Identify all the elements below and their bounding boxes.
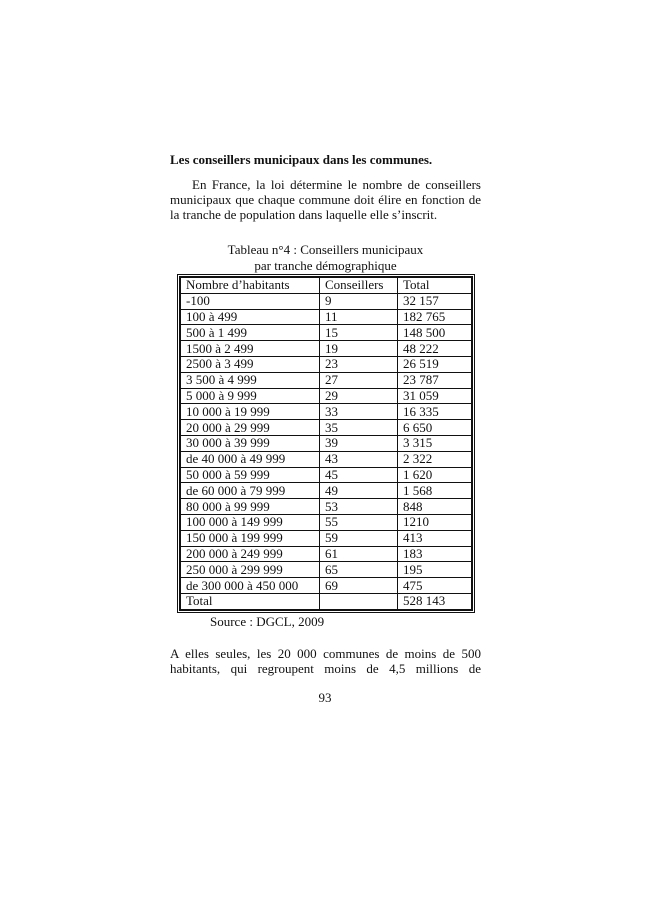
table-row bbox=[181, 562, 472, 578]
table-cell: 475 bbox=[398, 578, 472, 594]
table-row bbox=[181, 483, 472, 499]
table-cell: 250 000 à 299 999 bbox=[181, 562, 320, 578]
table-row bbox=[181, 499, 472, 515]
table-cell: -100 bbox=[181, 293, 320, 309]
table-cell: 53 bbox=[320, 499, 398, 515]
table-cell: 1210 bbox=[398, 514, 472, 530]
table-cell: de 60 000 à 79 999 bbox=[181, 483, 320, 499]
table-cell: 45 bbox=[320, 467, 398, 483]
table-row bbox=[181, 372, 472, 388]
table-cell: 148 500 bbox=[398, 325, 472, 341]
table-cell: 11 bbox=[320, 309, 398, 325]
table-row bbox=[181, 451, 472, 467]
section-title: Les conseillers municipaux dans les communes. bbox=[170, 152, 433, 167]
table-cell: 61 bbox=[320, 546, 398, 562]
intro-paragraph: En France, la loi détermine le nombre de conseillers municipaux que chaque commune doit élire en fonction de la tranche de population dans laquelle elle s’inscrit. bbox=[170, 177, 481, 222]
table-cell: 23 bbox=[320, 356, 398, 372]
table-row bbox=[181, 404, 472, 420]
page-number: 93 bbox=[318, 690, 332, 705]
table-row bbox=[181, 388, 472, 404]
table-cell: 15 bbox=[320, 325, 398, 341]
table-cell: 16 335 bbox=[398, 404, 472, 420]
table-cell: 848 bbox=[398, 499, 472, 515]
table-cell: 80 000 à 99 999 bbox=[181, 499, 320, 515]
table-cell bbox=[320, 593, 398, 609]
table-row bbox=[181, 593, 472, 609]
header-cell: Nombre d’habitants bbox=[181, 278, 320, 294]
closing-paragraph: A elles seules, les 20 000 communes de moins de 500 habitants, qui regroupent moins de 4,5 millions de bbox=[170, 646, 481, 676]
table-cell: 3 500 à 4 999 bbox=[181, 372, 320, 388]
table-cell: 2 322 bbox=[398, 451, 472, 467]
table-cell: 500 à 1 499 bbox=[181, 325, 320, 341]
table-cell: 195 bbox=[398, 562, 472, 578]
table-cell: de 40 000 à 49 999 bbox=[181, 451, 320, 467]
table-row bbox=[181, 420, 472, 436]
table-row bbox=[181, 514, 472, 530]
table-cell: Total bbox=[181, 593, 320, 609]
councillors-table bbox=[177, 274, 475, 613]
table-cell: 1 568 bbox=[398, 483, 472, 499]
table-cell: 39 bbox=[320, 435, 398, 451]
table-cell: 26 519 bbox=[398, 356, 472, 372]
header-cell: Total bbox=[398, 278, 472, 294]
table-row bbox=[181, 578, 472, 594]
table-cell: 413 bbox=[398, 530, 472, 546]
table-cell: 31 059 bbox=[398, 388, 472, 404]
table-row bbox=[181, 546, 472, 562]
table-cell: 528 143 bbox=[398, 593, 472, 609]
table-cell: 27 bbox=[320, 372, 398, 388]
table-row bbox=[181, 356, 472, 372]
table-cell: 43 bbox=[320, 451, 398, 467]
table-row bbox=[181, 341, 472, 357]
table-cell: 100 000 à 149 999 bbox=[181, 514, 320, 530]
table-cell: 50 000 à 59 999 bbox=[181, 467, 320, 483]
table-cell: 33 bbox=[320, 404, 398, 420]
table-cell: 2500 à 3 499 bbox=[181, 356, 320, 372]
table-cell: 6 650 bbox=[398, 420, 472, 436]
table-cell: 30 000 à 39 999 bbox=[181, 435, 320, 451]
table-cell: 9 bbox=[320, 293, 398, 309]
table-cell: 32 157 bbox=[398, 293, 472, 309]
table-cell: 19 bbox=[320, 341, 398, 357]
table-cell: 183 bbox=[398, 546, 472, 562]
table-row bbox=[181, 325, 472, 341]
table-cell: 29 bbox=[320, 388, 398, 404]
table-cell: 182 765 bbox=[398, 309, 472, 325]
table-cell: 150 000 à 199 999 bbox=[181, 530, 320, 546]
table-row bbox=[181, 467, 472, 483]
table-cell: 69 bbox=[320, 578, 398, 594]
header-cell: Conseillers bbox=[320, 278, 398, 294]
table-row bbox=[181, 435, 472, 451]
table-cell: 49 bbox=[320, 483, 398, 499]
table-header-row bbox=[181, 278, 472, 294]
table-source: Source : DGCL, 2009 bbox=[210, 614, 325, 629]
table-cell: 20 000 à 29 999 bbox=[181, 420, 320, 436]
table-cell: 23 787 bbox=[398, 372, 472, 388]
table-cell: 10 000 à 19 999 bbox=[181, 404, 320, 420]
table-cell: 55 bbox=[320, 514, 398, 530]
table-cell: 200 000 à 249 999 bbox=[181, 546, 320, 562]
caption-line-1: Tableau n°4 : Conseillers municipaux bbox=[227, 242, 424, 257]
table-caption bbox=[170, 242, 481, 274]
table-cell: de 300 000 à 450 000 bbox=[181, 578, 320, 594]
table-cell: 35 bbox=[320, 420, 398, 436]
table-cell: 59 bbox=[320, 530, 398, 546]
table-cell: 5 000 à 9 999 bbox=[181, 388, 320, 404]
table-row bbox=[181, 530, 472, 546]
table-cell: 48 222 bbox=[398, 341, 472, 357]
table-cell: 1 620 bbox=[398, 467, 472, 483]
table-row bbox=[181, 309, 472, 325]
table-row bbox=[181, 293, 472, 309]
caption-line-2: par tranche démographique bbox=[254, 258, 397, 273]
table-cell: 65 bbox=[320, 562, 398, 578]
table-cell: 1500 à 2 499 bbox=[181, 341, 320, 357]
table-cell: 3 315 bbox=[398, 435, 472, 451]
table-cell: 100 à 499 bbox=[181, 309, 320, 325]
